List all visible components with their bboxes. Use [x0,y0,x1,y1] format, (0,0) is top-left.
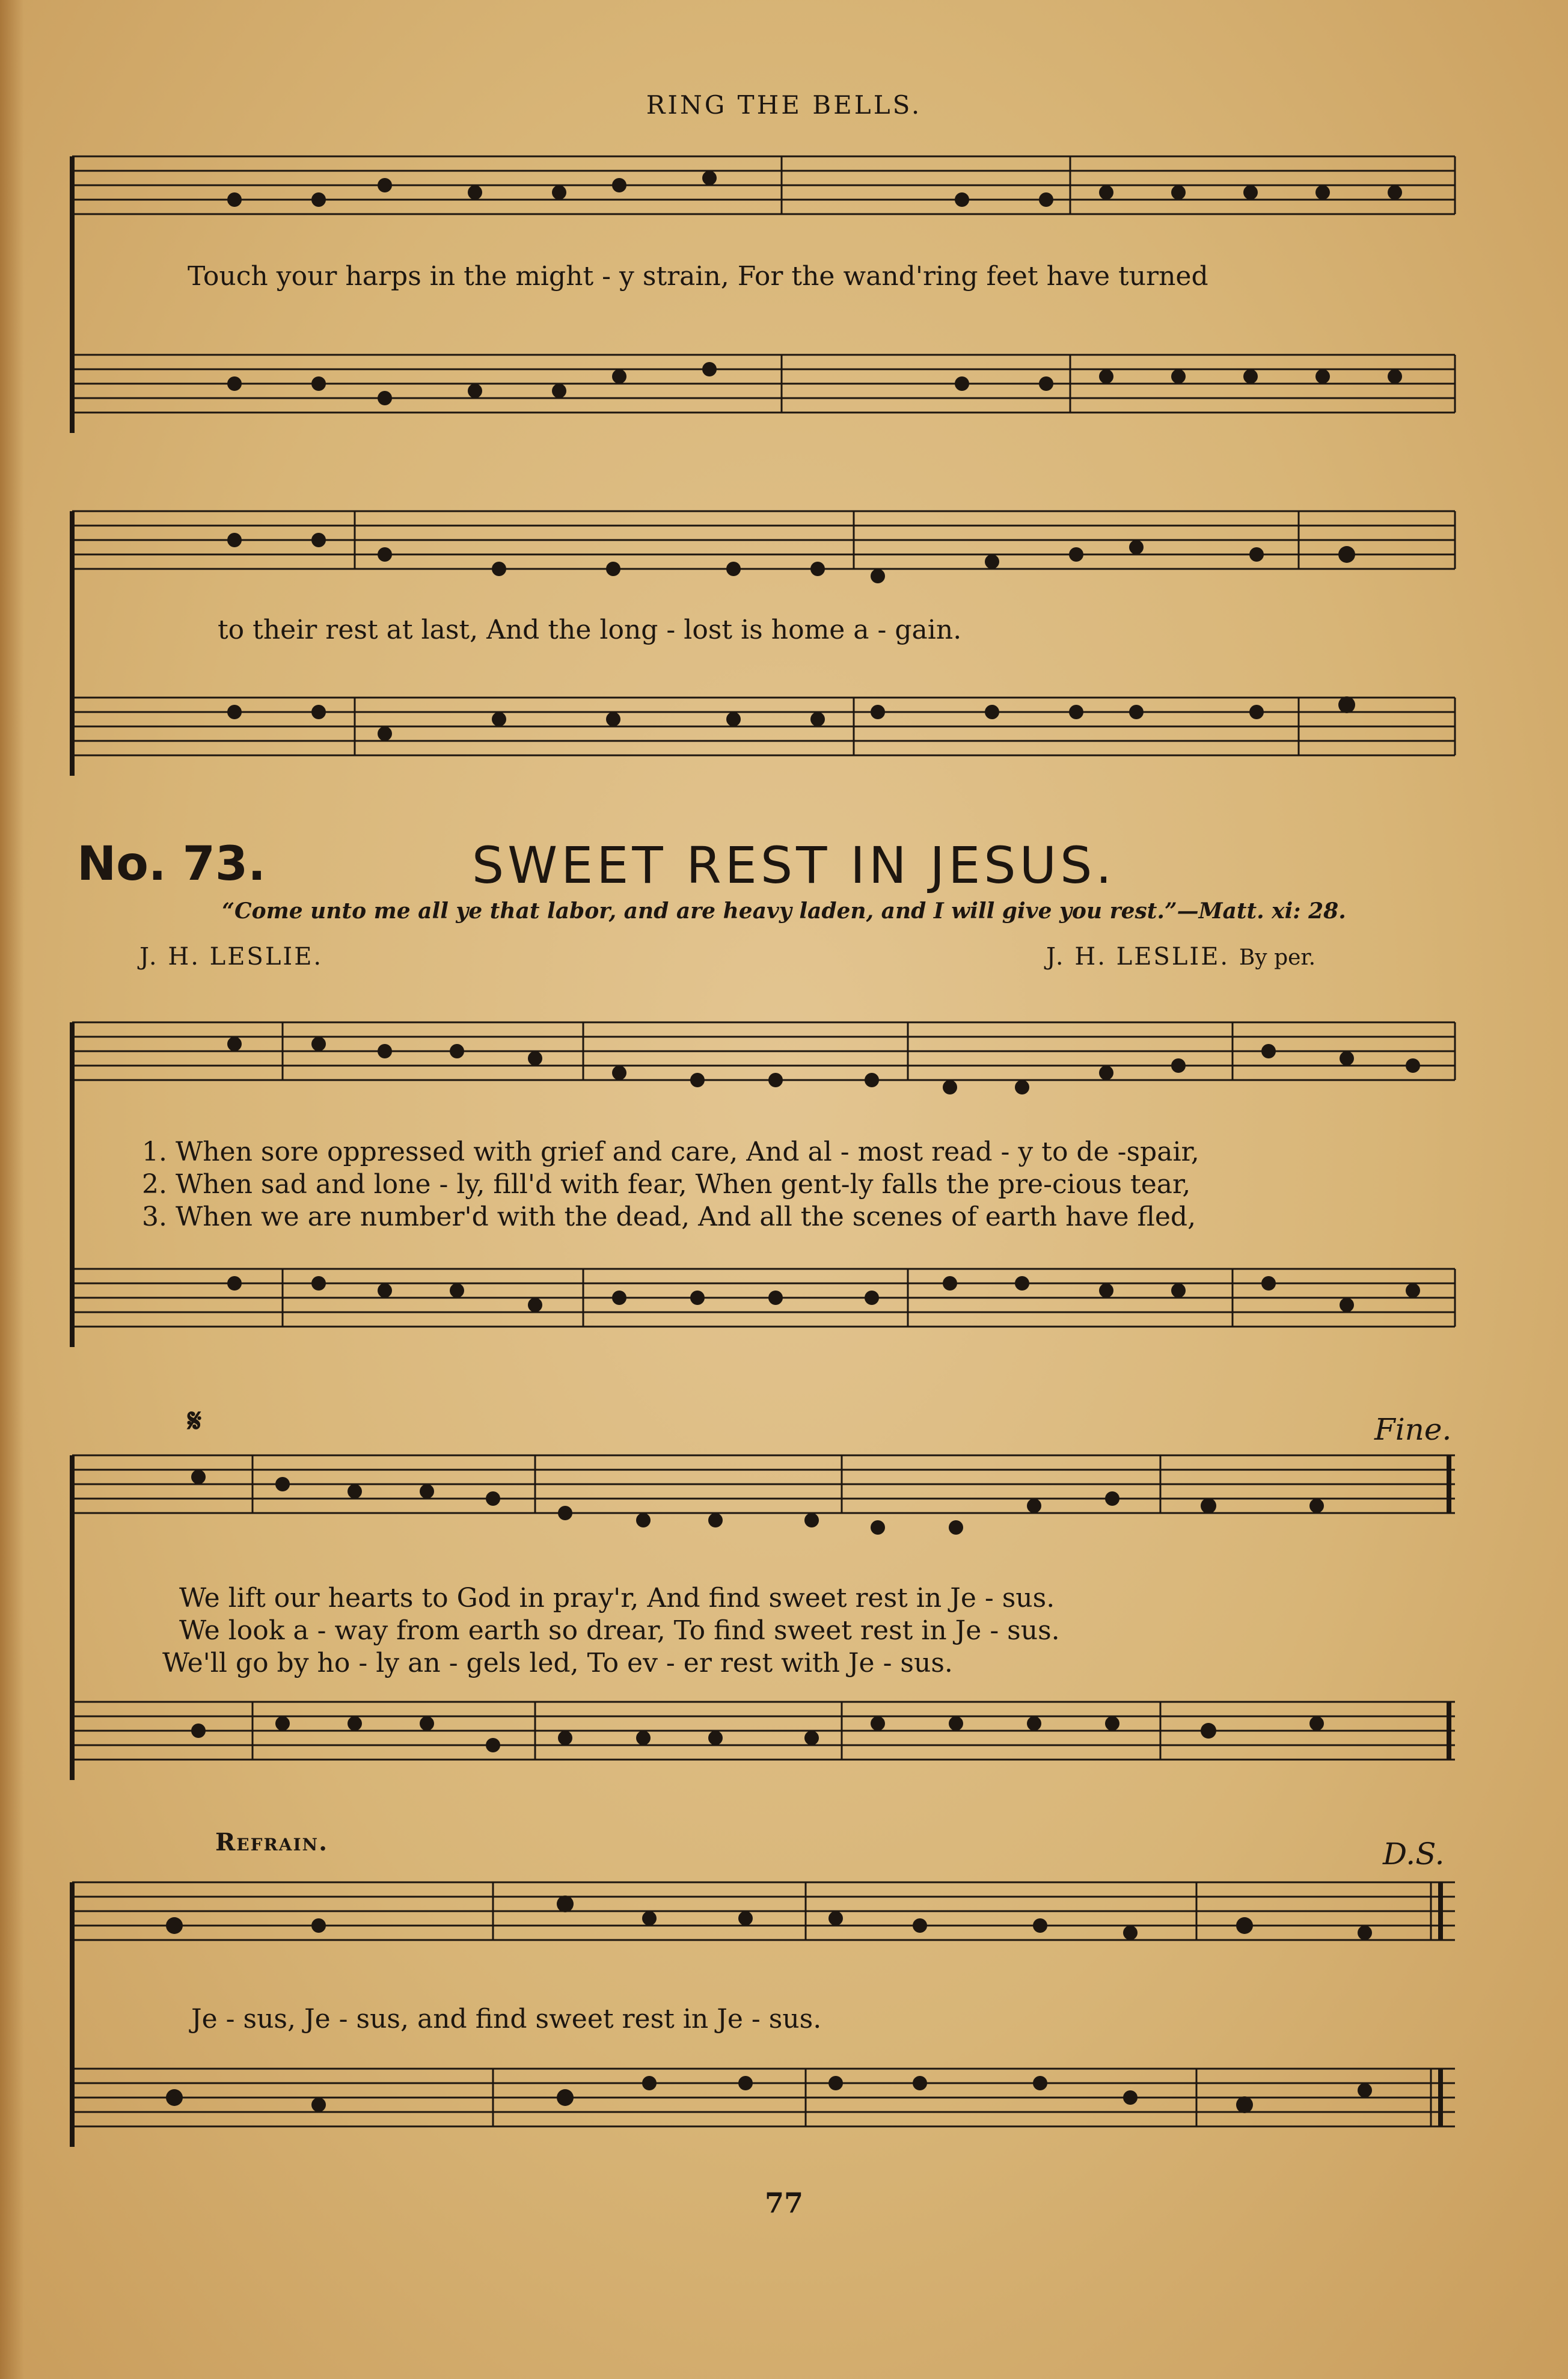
verse-2-line-2: We look a - way from earth so drear, To find sweet rest in Je - sus. [179,1615,1060,1646]
page-number: 77 [764,2187,803,2219]
verse-1-line-1: 1. When sore oppressed with grief and care, And al - most read - y to de -spair, [142,1137,1199,1167]
verse-3-line-1: 3. When we are number'd with the dead, And all the scenes of earth have fled, [142,1202,1196,1232]
verse-3-line-2: We'll go by ho - ly an - gels led, To ev - er rest with Je - sus. [162,1648,953,1678]
lyric-line: to their rest at last, And the long - lost is home a - gain. [218,615,962,645]
refrain-lyric-line: Je - sus, Je - sus, and find sweet rest in Je - sus. [191,2004,822,2034]
verse-2-line-1: 2. When sad and lone - ly, fill'd with fear, When gent-ly falls the pre-cious tear, [142,1169,1191,1200]
composer-credit [1046,943,1315,971]
segno-sign: 𝄋 [188,1401,202,1440]
dal-segno-marking: D.S. [1383,1837,1445,1871]
hymn-title: SWEET REST IN JESUS. [471,836,1116,895]
previous-hymn-title: RING THE BELLS. [646,90,922,120]
scripture-epigraph: “Come unto me all ye that labor, and are heavy laden, and I will give you rest.”—Matt. xi: 28. [222,898,1346,924]
verse-1-line-2: We lift our hearts to God in pray'r, And find sweet rest in Je - sus. [179,1583,1055,1613]
permission-note: By per. [1239,945,1316,970]
refrain-label: Refrain. [215,1828,329,1856]
lyricist-credit: J. H. LESLIE. [139,943,323,971]
hymn-number: No. 73. [77,837,266,891]
lyric-line: Touch your harps in the might - y strain, For the wand'ring feet have turned [188,261,1208,292]
composer-name: J. H. LESLIE. [1046,943,1230,971]
fine-marking: Fine. [1374,1412,1452,1447]
